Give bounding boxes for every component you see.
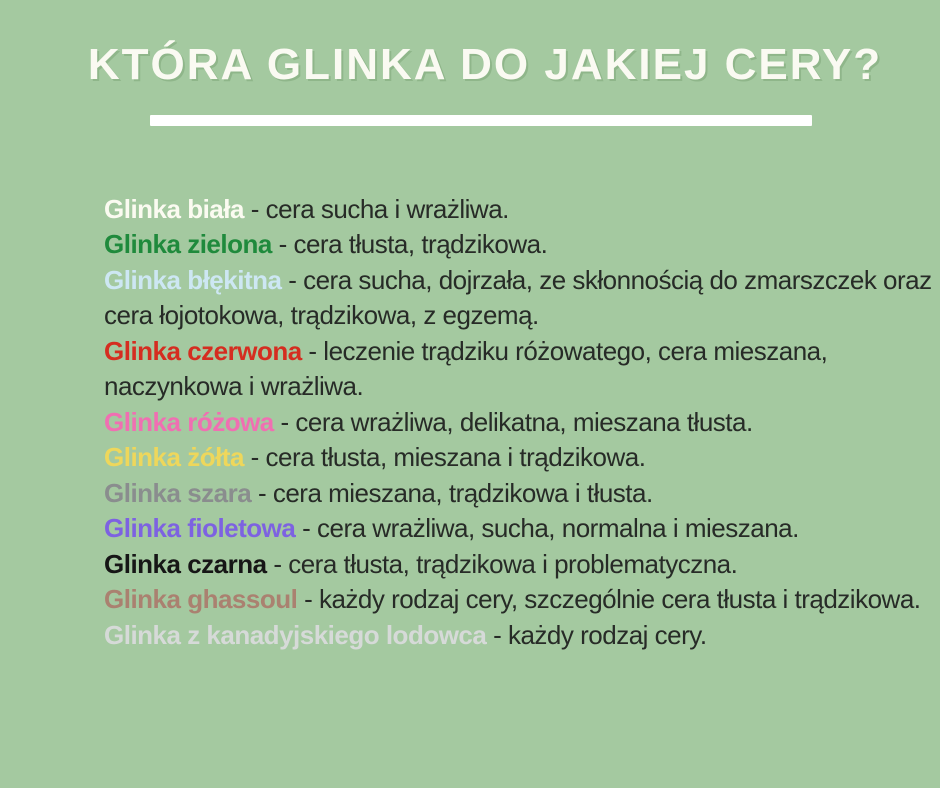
clay-description: - cera tłusta, trądzikowa i problematyczna.: [273, 548, 738, 579]
header: [0, 0, 940, 126]
clay-entry: [104, 334, 936, 405]
clay-entry: [104, 263, 936, 334]
clay-description: - cera mieszana, trądzikowa i tłusta.: [257, 477, 653, 508]
clay-entry: [104, 192, 936, 228]
clay-description: - każdy rodzaj cery.: [493, 619, 707, 650]
clay-name: Glinka czarna: [104, 548, 267, 579]
clay-entry: [104, 227, 936, 263]
clay-description: - leczenie trądziku różowatego, cera mieszana, naczynkowa i wrażliwa.: [104, 335, 828, 402]
clay-name: Glinka szara: [104, 477, 252, 508]
clay-entry: [104, 547, 936, 583]
clay-name: Glinka fioletowa: [104, 513, 296, 544]
clay-description: - cera sucha i wrażliwa.: [250, 193, 509, 224]
clay-name: Glinka zielona: [104, 229, 272, 260]
clay-name: Glinka żółta: [104, 442, 244, 473]
clay-entry: [104, 618, 936, 654]
clay-entry: [104, 476, 936, 512]
page-title: KTÓRA GLINKA DO JAKIEJ CERY?: [87, 40, 883, 89]
clay-description: - cera wrażliwa, delikatna, mieszana tłusta.: [280, 406, 753, 437]
clay-description: - każdy rodzaj cery, szczególnie cera tłusta i trądzikowa.: [304, 584, 921, 615]
clay-list: [104, 192, 936, 654]
clay-name: Glinka ghassoul: [104, 584, 298, 615]
clay-name: Glinka czerwona: [104, 335, 302, 366]
clay-name: Glinka błękitna: [104, 264, 282, 295]
clay-name: Glinka biała: [104, 193, 244, 224]
clay-name: Glinka z kanadyjskiego lodowca: [104, 619, 487, 650]
clay-entry: [104, 511, 936, 547]
clay-description: - cera tłusta, mieszana i trądzikowa.: [250, 442, 646, 473]
clay-entry: [104, 405, 936, 441]
clay-entry: [104, 582, 936, 618]
clay-description: - cera sucha, dojrzała, ze skłonnością do zmarszczek oraz cera łojotokowa, trądzikowa, z egzemą.: [104, 264, 932, 331]
clay-name: Glinka różowa: [104, 406, 274, 437]
title-divider: [150, 115, 812, 126]
clay-entry: [104, 440, 936, 476]
clay-description: - cera wrażliwa, sucha, normalna i mieszana.: [302, 513, 799, 544]
clay-description: - cera tłusta, trądzikowa.: [278, 229, 548, 260]
